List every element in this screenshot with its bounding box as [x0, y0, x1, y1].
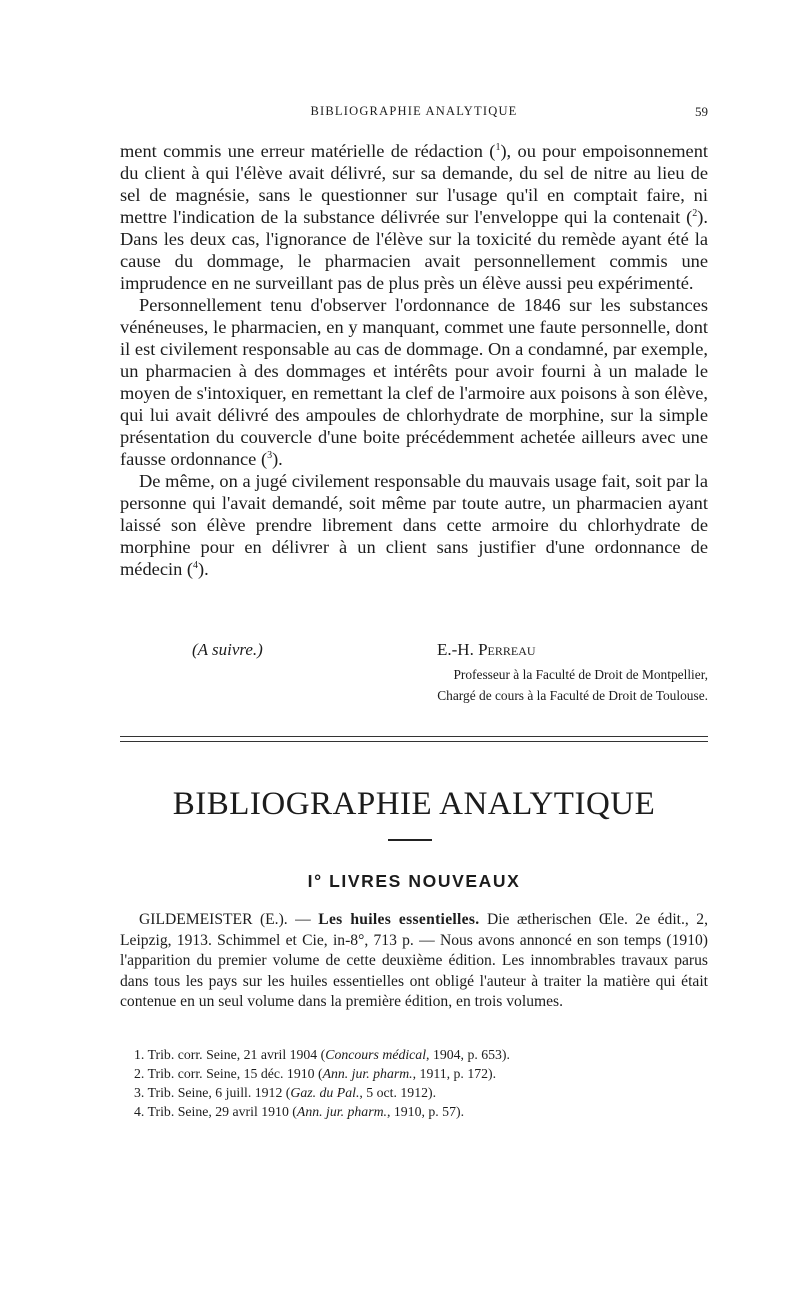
body-text [120, 140, 708, 580]
footnote-number: 2. [134, 1066, 145, 1081]
footnote-source: Gaz. du Pal. [290, 1085, 360, 1100]
footnote-text: Trib. corr. Seine, 21 avril 1904 ( [147, 1047, 326, 1062]
paragraph-3 [120, 470, 708, 580]
footnote [120, 1064, 708, 1083]
footnote-number: 1. [134, 1047, 145, 1062]
author-signature [437, 640, 536, 660]
footnote-text: Trib. Seine, 29 avril 1910 ( [147, 1104, 297, 1119]
running-head-title: BIBLIOGRAPHIE ANALYTIQUE [310, 104, 518, 118]
footnote-text: , 1910, p. 57). [386, 1104, 465, 1119]
paragraph-1-text-b: ), ou pour empoisonnement du client à qui l'élève avait délivré, sur sa demande, du sel de nitre au lieu de sel de magnésie, sans le questionner sur l'usage qu'il en comptait faire, ni mettre l'indication de la substance délivrée sur l'enveloppe qui la contenait ( [120, 141, 709, 227]
review-text: Die ætherischen Œle. 2e édit., 2, Leipzig, 1913. Schimmel et Cie, in-8°, 713 p. — Nous avons annoncé en son temps (1910) l'apparition du premier volume de cette deuxième édition. Les innombrables travaux parus dans tous les pays sur les huiles essentielles ont obligé l'auteur à traiter la matière qui était contenue en un seul volume dans la première édition, en trois volumes. [120, 911, 708, 1010]
footnote-number: 4. [134, 1104, 145, 1119]
paragraph-3-text-a: De même, on a jugé civilement responsable du mauvais usage fait, soit par la personne qui l'avait demandé, soit même par toute autre, un pharmacien ayant laissé son élève prendre librement dans cette armoire du chlorhydrate de morphine pour en délivrer à un client sans justifier d'une ordonnance de médecin ( [120, 471, 708, 579]
paragraph-1-text-a: ment commis une erreur matérielle de rédaction ( [120, 141, 496, 161]
footnote-text: Trib. corr. Seine, 15 déc. 1910 ( [147, 1066, 323, 1081]
book-review-entry [120, 910, 708, 1013]
footnote-text: Trib. Seine, 6 juill. 1912 ( [147, 1085, 291, 1100]
book-review [120, 910, 708, 1013]
author-affiliation-1: Professeur à la Faculté de Droit de Montpellier, [453, 667, 708, 682]
footnote-ref-2: 2 [692, 207, 698, 219]
footnote-number: 3. [134, 1085, 145, 1100]
footnote [120, 1102, 708, 1121]
running-head [120, 104, 708, 124]
footnote-source: Concours médical [325, 1047, 427, 1062]
review-author: GILDEMEISTER (E.). — [139, 911, 319, 928]
paragraph-3-text-b: ). [198, 559, 209, 579]
review-book-title: Les huiles essentielles. [318, 911, 480, 928]
paragraph-1 [120, 140, 708, 294]
footnote-source: Ann. jur. pharm. [296, 1104, 387, 1119]
section-title: BIBLIOGRAPHIE ANALYTIQUE [172, 786, 656, 822]
title-underline [388, 839, 432, 841]
author-surname: Perreau [478, 640, 536, 659]
footnote-text: , 5 oct. 1912). [359, 1085, 437, 1100]
paragraph-2-text-a: Personnellement tenu d'observer l'ordonnance de 1846 sur les substances vénéneuses, le pharmacien, en y manquant, commet une faute personnelle, dont il est civilement responsable au cas de dommage. On a condamné, par exemple, un pharmacien à des dommages et intérêts pour avoir fourni à un malade le moyen de s'intoxiquer, en remettant la clef de l'armoire aux poisons à son élève, qui lui avait délivré des ampoules de chlorhydrate de morphine, sur la simple présentation du couvercle d'une boite précédemment achetée ailleurs avec une fausse ordonnance ( [120, 295, 708, 469]
footnote-source: Ann. jur. pharm. [322, 1066, 413, 1081]
paragraph-2-text-b: ). [272, 449, 283, 469]
to-be-continued: (A suivre.) [192, 640, 263, 659]
paragraph-1-text-c: ). Dans les deux cas, l'ignorance de l'élève sur la toxicité du remède ayant été la cause du dommage, le pharmacien avait personnellement commis une imprudence en ne surveillant pas de plus près un élève aussi peu expérimenté. [120, 207, 708, 293]
divider-rule-bottom [120, 741, 708, 742]
footnote-text: , 1911, p. 172). [412, 1066, 497, 1081]
footnote-text: , 1904, p. 653). [426, 1047, 510, 1062]
footnotes [120, 1045, 708, 1121]
footnote [120, 1083, 708, 1102]
subsection-heading: I° LIVRES NOUVEAUX [307, 871, 521, 891]
author-initials: E.-H. [437, 640, 474, 659]
author-affiliation-2: Chargé de cours à la Faculté de Droit de Toulouse. [437, 688, 708, 703]
footnote-ref-3: 3 [267, 449, 273, 461]
footnote-ref-1: 1 [495, 141, 501, 153]
footnote-ref-4: 4 [193, 559, 199, 571]
page-number: 59 [695, 104, 708, 119]
paragraph-2 [120, 294, 708, 470]
footnote [120, 1045, 708, 1064]
divider-rule-top [120, 736, 708, 737]
